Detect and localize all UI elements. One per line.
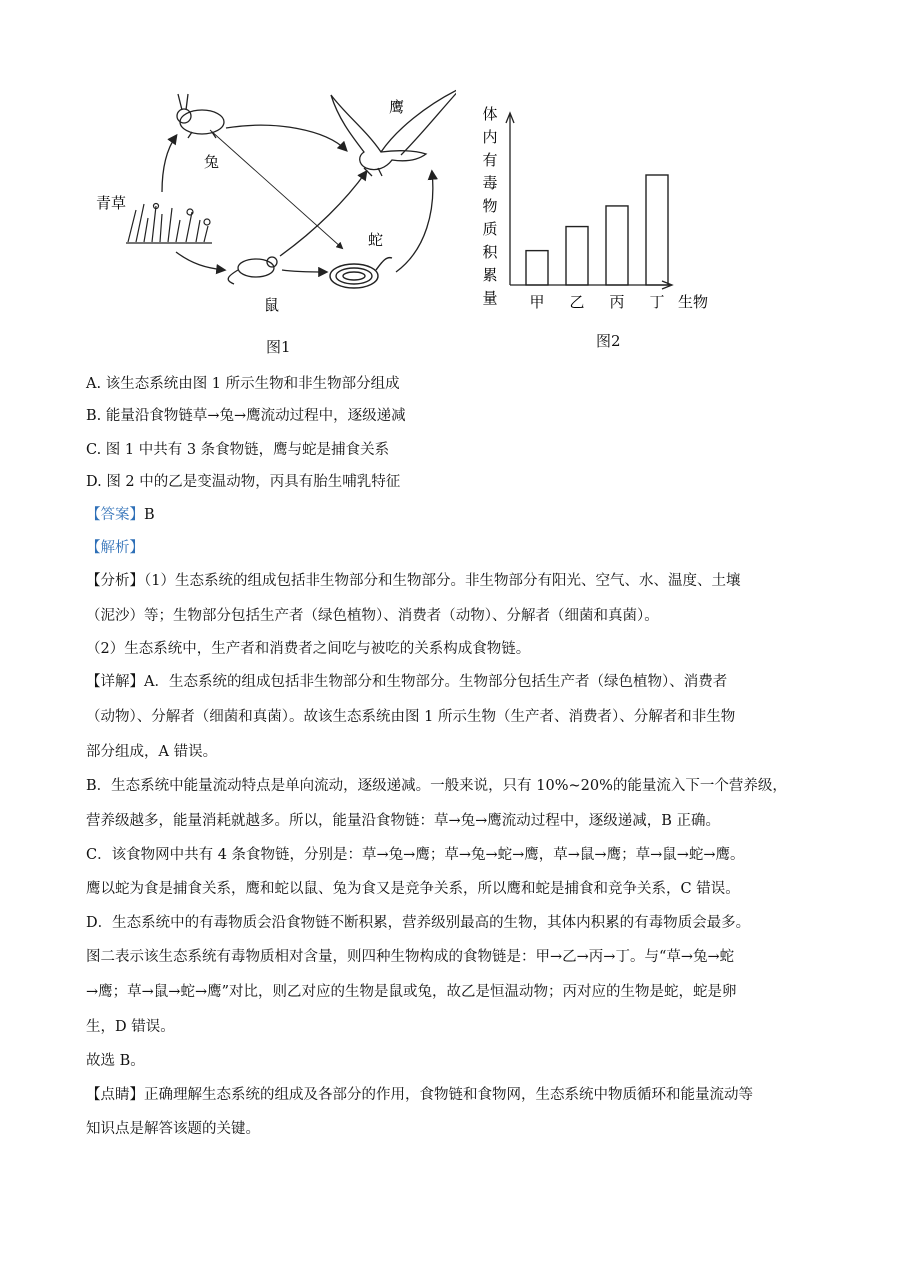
rabbit-drawing [177, 94, 224, 138]
label-snake: 蛇 [368, 231, 384, 249]
text-line-10: 鹰以蛇为食是捕食关系，鹰和蛇以鼠、兔为食又是竞争关系，所以鹰和蛇是捕食和竞争关系，C 错误。 [86, 881, 740, 897]
option-b: B. 能量沿食物链草→兔→鹰流动过程中，逐级递减 [86, 408, 406, 424]
snake-drawing [330, 258, 392, 288]
bar-2 [606, 206, 628, 285]
text-line-7: B．生态系统中能量流动特点是单向流动，逐级递减。一般来说，只有 10%~20%的能量流入下一个营养级， [86, 778, 787, 794]
text-line-11: D．生态系统中的有毒物质会沿食物链不断积累，营养级别最高的生物，其体内积累的有毒物质会最多。 [86, 915, 751, 931]
ylabel-char-7: 累 [482, 266, 498, 284]
text-line-1: 【分析】（1）生态系统的组成包括非生物部分和生物部分。非生物部分有阳光、空气、水、温度、土壤 [86, 573, 741, 589]
figure1-food-web [96, 80, 456, 335]
text-line-6: 部分组成，A 错误。 [86, 744, 218, 760]
ylabel-char-5: 质 [482, 220, 498, 238]
text-line-8: 营养级越多，能量消耗就越多。所以，能量沿食物链：草→兔→鹰流动过程中，逐级递减，B 正确。 [86, 813, 721, 829]
text-line-9: C．该食物网中共有 4 条食物链，分别是：草→兔→鹰；草→兔→蛇→鹰，草→鼠→鹰；草→鼠→蛇→鹰。 [86, 847, 745, 863]
ylabel-char-8: 量 [482, 289, 498, 307]
text-line-14: 生，D 错误。 [86, 1019, 175, 1035]
grass-drawing [126, 204, 212, 244]
option-d: D. 图 2 中的乙是变温动物，丙具有胎生哺乳特征 [86, 474, 401, 490]
option-c: C. 图 1 中共有 3 条食物链，鹰与蛇是捕食关系 [86, 442, 390, 458]
text-line-2: （泥沙）等；生物部分包括生产者（绿色植物）、消费者（动物）、分解者（细菌和真菌）。 [86, 608, 659, 624]
figure1-caption: 图1 [266, 338, 291, 356]
food-web-arrows [162, 125, 433, 272]
bar-1 [566, 227, 588, 285]
text-line-16: 【点睛】正确理解生态系统的组成及各部分的作用，食物链和食物网，生态系统中物质循环和能量流动等 [86, 1087, 753, 1103]
answer-line [86, 503, 155, 524]
chart-ylabel [482, 105, 498, 307]
tick-label-0: 甲 [529, 293, 545, 311]
answer-tag: 【答案】 [86, 507, 144, 523]
ylabel-char-6: 积 [482, 243, 498, 261]
tick-label-3: 丁 [649, 293, 665, 311]
ylabel-char-3: 毒 [482, 174, 498, 192]
figure2-bar-chart [470, 95, 730, 325]
bar-0 [526, 251, 548, 285]
text-line-4: 【详解】A．生态系统的组成包括非生物部分和生物部分。生物部分包括生产者（绿色植物）、消费者 [86, 674, 728, 690]
text-line-13: →鹰；草→鼠→蛇→鹰”对比，则乙对应的生物是鼠或兔，故乙是恒温动物；丙对应的生物是蛇，蛇是卵 [86, 984, 737, 1000]
text-line-3: （2）生态系统中，生产者和消费者之间吃与被吃的关系构成食物链。 [86, 641, 531, 657]
tick-label-2: 丙 [609, 293, 625, 311]
label-rabbit: 兔 [204, 153, 220, 171]
option-a: A. 该生态系统由图 1 所示生物和非生物部分组成 [86, 376, 400, 392]
ylabel-char-0: 体 [482, 105, 498, 123]
answer-value: B [144, 507, 155, 523]
bar-3 [646, 175, 668, 285]
text-line-5: （动物）、分解者（细菌和真菌）。故该生态系统由图 1 所示生物（生产者、消费者）、分解者和非生物 [86, 709, 736, 725]
text-line-17: 知识点是解答该题的关键。 [86, 1121, 260, 1137]
mouse-drawing [228, 257, 277, 284]
analysis-tag: 【解析】 [86, 540, 144, 556]
label-grass: 青草 [96, 194, 127, 212]
ylabel-char-1: 内 [482, 128, 498, 146]
label-mouse: 鼠 [264, 296, 280, 314]
figure2-caption: 图2 [596, 332, 621, 350]
text-line-15: 故选 B。 [86, 1053, 145, 1069]
chart-xlabel: 生物 [678, 293, 709, 311]
label-eagle: 鹰 [389, 98, 405, 116]
ylabel-char-4: 物 [482, 197, 498, 215]
ylabel-char-2: 有 [482, 151, 498, 169]
text-line-12: 图二表示该生态系统有毒物质相对含量，则四种生物构成的食物链是：甲→乙→丙→丁。与“草→兔→蛇 [86, 949, 735, 965]
tick-label-1: 乙 [569, 293, 585, 311]
